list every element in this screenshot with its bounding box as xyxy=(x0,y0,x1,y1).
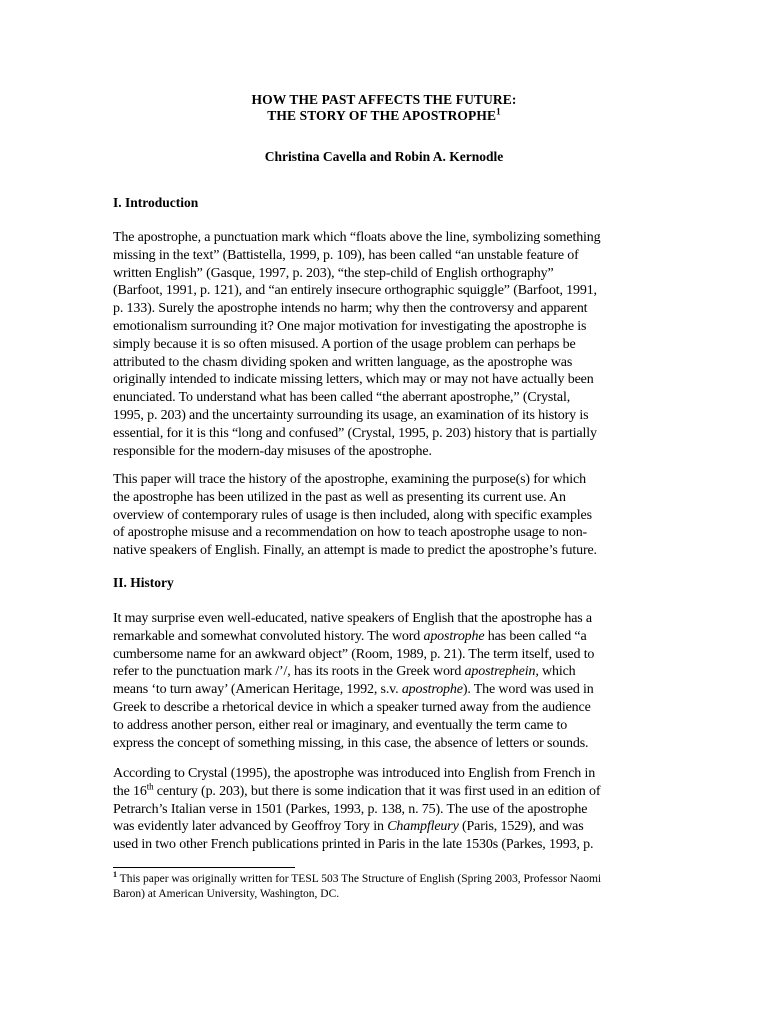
italic-term: Champfleury xyxy=(387,819,459,835)
text-line: attributed to the chasm dividing spoken and written language, as the apostrophe was xyxy=(113,354,573,370)
text-line: emotionalism surrounding it? One major motivation for investigating the apostrophe is xyxy=(113,318,587,334)
title-footnote-mark: 1 xyxy=(496,106,501,117)
text-line: written English” (Gasque, 1997, p. 203), “the step-child of English orthography” xyxy=(113,265,554,281)
text-line xyxy=(113,628,661,646)
text-line: originally intended to indicate missing letters, which may or may not have actually been xyxy=(113,372,594,388)
text-line: (Barfoot, 1991, p. 121), and “an entirely insecure orthographic squiggle” (Barfoot, 1991, xyxy=(113,283,597,299)
text-line xyxy=(113,818,661,836)
text-line: Petrarch’s Italian verse in 1501 (Parkes, 1993, p. 138, n. 75). The use of the apostrophe xyxy=(113,801,588,817)
footnote-text: This paper was originally written for TESL 503 The Structure of English (Spring 2003, Professor Naomi xyxy=(117,873,602,885)
text-segment: means ‘to turn away’ (American Heritage, 1992, s.v. xyxy=(113,682,402,698)
text-segment: remarkable and somewhat convoluted history. The word xyxy=(113,628,424,644)
section-heading-history: II. History xyxy=(113,575,174,590)
text-line: The apostrophe, a punctuation mark which “floats above the line, symbolizing something xyxy=(113,230,601,245)
text-line: This paper will trace the history of the apostrophe, examining the purpose(s) for which xyxy=(113,472,586,487)
footnote-separator xyxy=(113,867,295,868)
paper-title-line-2 xyxy=(0,107,768,125)
paragraph-intro-1 xyxy=(113,229,661,460)
text-line: to address another person, either real or imaginary, and eventually the term came to xyxy=(113,717,568,733)
text-segment: the 16 xyxy=(113,783,147,799)
text-segment: was evidently later advanced by Geoffroy Tory in xyxy=(113,819,388,835)
text-line xyxy=(113,663,661,681)
italic-term: apostrophe xyxy=(401,682,463,698)
text-line: simply because it is so often misused. A portion of the usage problem can perhaps be xyxy=(113,336,576,352)
text-line: cumbersome name for an awkward object” (Room, 1989, p. 21). The term itself, used to xyxy=(113,646,595,662)
text-segment: refer to the punctuation mark /’/, has its roots in the Greek word xyxy=(113,664,465,680)
paragraph-history-1 xyxy=(113,610,661,752)
paper-authors: Christina Cavella and Robin A. Kernodle xyxy=(264,149,504,164)
text-line: express the concept of something missing, in this case, the absence of letters or sounds. xyxy=(113,735,589,751)
text-segment: which xyxy=(538,664,576,680)
text-line: p. 133). Surely the apostrophe intends no harm; why then the controversy and apparent xyxy=(113,301,588,317)
italic-term: apostrophe xyxy=(423,628,485,644)
text-segment: ). The word was used in xyxy=(462,682,594,698)
text-line: missing in the text” (Battistella, 1999, p. 109), has been called “an unstable feature of xyxy=(113,247,579,263)
paper-title-line-2-text: THE STORY OF THE APOSTROPHE xyxy=(267,108,497,123)
text-segment: century (p. 203), but there is some indication that it was first used in an edition of xyxy=(153,783,601,799)
text-segment: (Paris, 1529), and was xyxy=(458,819,584,835)
text-line: responsible for the modern-day misuses of the apostrophe. xyxy=(113,443,432,459)
section-heading-introduction: I. Introduction xyxy=(113,195,199,210)
text-segment: has been called “a xyxy=(484,628,587,644)
text-line: It may surprise even well-educated, native speakers of English that the apostrophe has a xyxy=(113,611,592,626)
ordinal-superscript: th xyxy=(146,781,154,792)
text-line: 1995, p. 203) and the uncertainty surrounding its usage, an examination of its history is xyxy=(113,407,589,423)
paragraph-intro-2 xyxy=(113,471,661,560)
footnote-line xyxy=(113,872,661,887)
paragraph-history-2 xyxy=(113,765,661,854)
footnote-line: Baron) at American University, Washington, DC. xyxy=(113,888,340,900)
footnote-mark: 1 xyxy=(113,870,117,880)
text-line xyxy=(113,681,661,699)
text-line: used in two other French publications printed in Paris in the late 1530s (Parkes, 1993, p. xyxy=(113,837,594,853)
text-line: the apostrophe has been utilized in the past as well as presenting its current use. An xyxy=(113,489,566,505)
text-line: of apostrophe misuse and a recommendation on how to teach apostrophe usage to non- xyxy=(113,525,588,541)
text-line: overview of contemporary rules of usage is then included, along with specific examples xyxy=(113,507,592,523)
text-line: essential, for it is this “long and confused” (Crystal, 1995, p. 203) history that is partially xyxy=(113,425,597,441)
text-line: According to Crystal (1995), the apostrophe was introduced into English from French in xyxy=(113,766,596,781)
text-line: enunciated. To understand what has been called “the aberrant apostrophe,” (Crystal, xyxy=(113,390,571,406)
text-line: native speakers of English. Finally, an attempt is made to predict the apostrophe’s future. xyxy=(113,543,597,559)
footnote xyxy=(113,872,661,902)
text-line xyxy=(113,783,661,801)
text-line: Greek to describe a rhetorical device in which a speaker turned away from the audience xyxy=(113,699,591,715)
italic-term: apostrephein, xyxy=(464,664,539,680)
paper-title-line-1: HOW THE PAST AFFECTS THE FUTURE: xyxy=(251,92,517,107)
